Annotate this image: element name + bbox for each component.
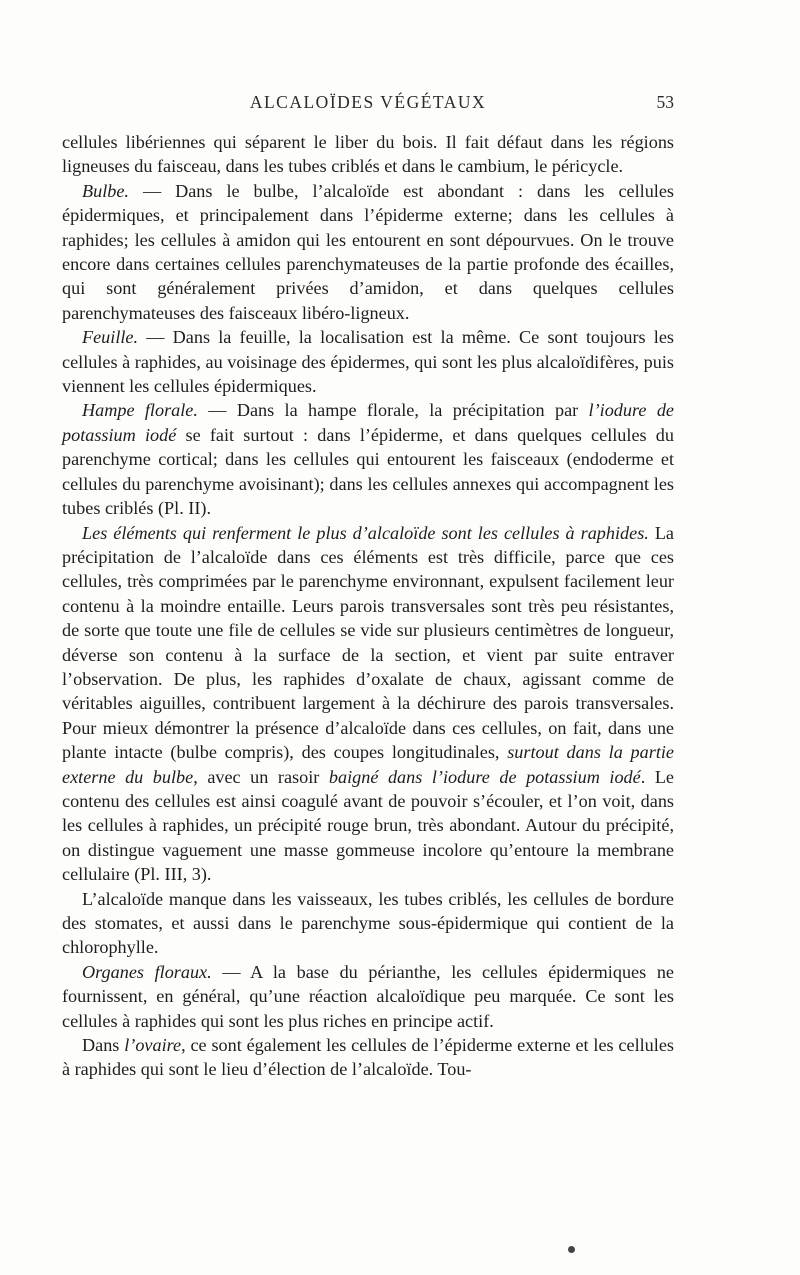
paragraph-text: La précipitation de l’alcaloïde dans ces éléments est très difficile, parce que ces cellules, très comprimées par le parenchyme environnant, expulsent facilement leur contenu à la moindre entaille. Leurs parois transversales sont très peu résistantes, de sorte que toute une file de cellules se vide sur plusieurs centimètres de longueur, déverse son contenu à la surface de la section, et vient par suite entraver l’observation. De plus, les raphides d’oxalate de chaux, agissant comme de véritables aiguilles, contribuent largement à la déchirure des parois transversales. Pour mieux démontrer la présence d’alcaloïde dans ces cellules, on fait, dans une plante intacte (bulbe compris), des coupes longitudinales, — [62, 522, 675, 763]
emphasis: surtout dans la partie externe du bulbe — [62, 742, 675, 787]
paragraph-ovaire — [62, 1033, 674, 1082]
paragraph-text: — Dans le bulbe, l’alcaloïde est abondant : dans les cellules épidermiques, et principalement dans l’épiderme externe; dans les cellules à raphides; les cellules à amidon qui les entourent en sont dépourvues. On le trouve encore dans certaines cellules parenchymateuses de la partie profonde des écailles, qui sont généralement privées d’amidon, et dans quelques cellules parenchymateuses des faisceaux libéro-ligneux. — [62, 180, 674, 323]
paragraph-text: se fait surtout : dans l’épiderme, et dans quelques cellules du parenchyme cortical; dans les cellules qui entourent les faisceaux (endoderme et cellules du parenchyme avoisinant); dans les cellules annexes qui accompagnent les tubes criblés (Pl. II). — [62, 424, 674, 519]
running-title: ALCALOÏDES VÉGÉTAUX — [249, 92, 487, 112]
paragraph-text: Dans — [82, 1035, 125, 1056]
section-lead: l’ovaire — [124, 1035, 182, 1056]
paragraph-alcaloide-manque — [62, 887, 674, 960]
paragraph-text: — Dans la feuille, la localisation est la même. Ce sont toujours les cellules à raphides, au voisinage des épidermes, qui sont les plus alcaloïdifères, puis viennent les cellules épidermiques. — [62, 327, 674, 397]
paragraph-text: L’alcaloïde manque dans les vaisseaux, les tubes criblés, les cellules de bordure des stomates, et aussi dans le parenchyme sous-épidermique qui contient de la chlorophylle. — [62, 888, 674, 958]
paragraph-text: — A la base du périanthe, les cellules épidermiques ne fournissent, en général, qu’une réaction alcaloïdique peu marquée. Ce sont les cellules à raphides qui sont les plus riches en principe actif. — [62, 961, 674, 1031]
paragraph-hampe-florale — [62, 398, 674, 520]
section-lead: Hampe florale. — [82, 400, 198, 421]
paragraph-text: . Le contenu des cellules est ainsi coagulé avant de pouvoir s’écouler, et l’on voit, dans les cellules à raphides, un précipité rouge brun, très abondant. Autour du précipité, on distingue vaguement une masse gommeuse incolore qu’entoure la membrane cellulaire (Pl. III, 3). — [62, 766, 675, 885]
paragraph-continuation — [62, 130, 674, 179]
paragraph-text: — Dans la hampe florale, la précipitation par — [197, 400, 589, 421]
emphasis: baigné dans l’iodure de potassium iodé — [328, 766, 641, 787]
section-lead: Feuille. — [82, 327, 139, 348]
paragraph-text: , ce sont également les cellules de l’épiderme externe et les cellules à raphides qui sont le lieu d’élection de l’alcaloïde. Tou- — [62, 1035, 674, 1080]
reagent-name: l’iodure de potassium iodé — [62, 400, 674, 445]
paragraph-feuille — [62, 325, 674, 398]
page-header — [62, 92, 674, 118]
page-number: 53 — [656, 92, 674, 112]
paragraph-bulbe — [62, 179, 674, 325]
section-lead: Bulbe. — [82, 180, 129, 201]
paragraph-organes-floraux — [62, 960, 674, 1033]
paragraph-raphides — [62, 521, 674, 887]
paragraph-text: , avec un rasoir — [193, 766, 329, 787]
print-mark — [568, 1246, 575, 1253]
body-text — [62, 130, 674, 1082]
section-lead: Les éléments qui renferment le plus d’alcaloïde sont les cellules à raphides. — [82, 522, 649, 543]
paragraph-text: cellules libériennes qui séparent le liber du bois. Il fait défaut dans les régions ligneuses du faisceau, dans les tubes criblés et dans le cambium, le péricycle. — [62, 132, 674, 177]
section-lead: Organes floraux. — [82, 961, 212, 982]
